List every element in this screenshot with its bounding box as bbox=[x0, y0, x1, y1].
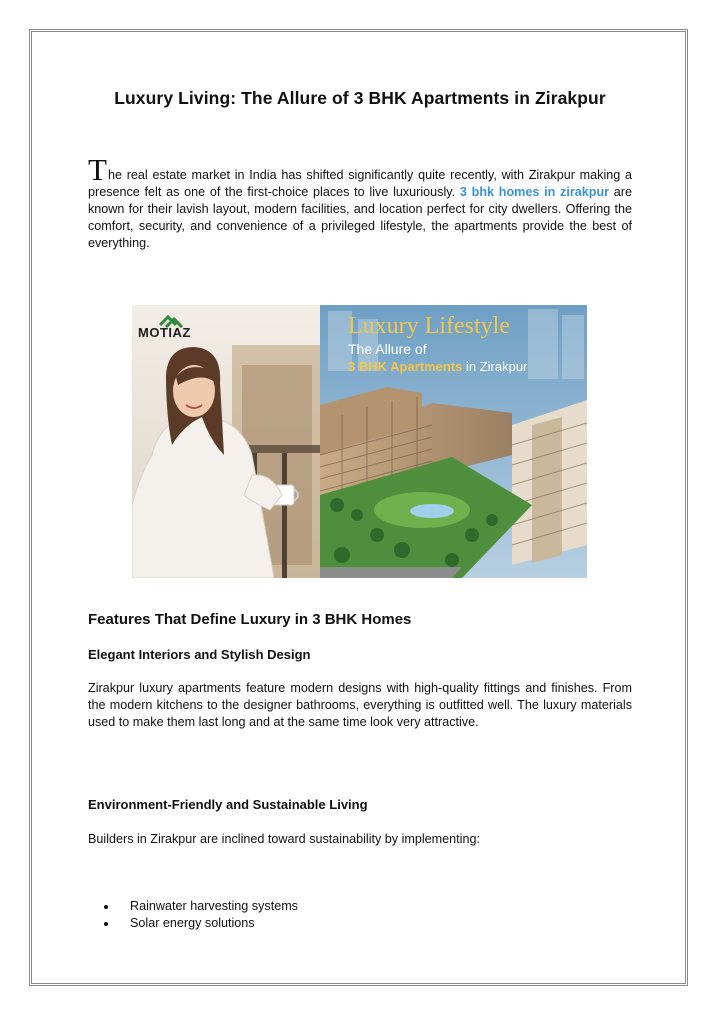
section2-body: Builders in Zirakpur are inclined toward sustainability by implementing: bbox=[88, 832, 480, 846]
banner-headline: Luxury Lifestyle bbox=[348, 313, 510, 339]
list-item-text: Solar energy solutions bbox=[130, 916, 255, 930]
section1-body: Zirakpur luxury apartments feature modern designs with high-quality fittings and finishes. From the modern kitchens to the designer bathrooms, everything is outfitted well. The luxury materials used to make them last long and at the same time look very attractive. bbox=[88, 681, 632, 729]
promo-banner-image bbox=[132, 305, 587, 578]
intro-paragraph bbox=[88, 152, 632, 252]
section2-heading: Environment-Friendly and Sustainable Living bbox=[88, 797, 368, 812]
list-item bbox=[104, 915, 298, 932]
sustainability-list bbox=[104, 898, 298, 932]
features-heading: Features That Define Luxury in 3 BHK Homes bbox=[88, 611, 412, 628]
section1-heading: Elegant Interiors and Stylish Design bbox=[88, 647, 311, 662]
banner-highlight: 3 BHK Apartments bbox=[348, 359, 463, 374]
banner-line1: The Allure of bbox=[348, 341, 427, 357]
bullet-icon bbox=[104, 905, 108, 909]
list-item bbox=[104, 898, 298, 915]
bullet-icon bbox=[104, 922, 108, 926]
logo-text: MOTIAZ bbox=[138, 325, 191, 340]
intro-text-before: he real estate market in India has shifted significantly quite recently, with Zirakpur making a presence felt as one of the first-choice places to live luxuriously. bbox=[88, 168, 632, 199]
banner-line2-rest: in Zirakpur bbox=[462, 359, 528, 374]
list-item-text: Rainwater harvesting systems bbox=[130, 899, 298, 913]
intro-text-after: are known for their lavish layout, modern facilities, and location perfect for city dwellers. Offering the comfort, security, and convenience of a privileged lifestyle, the apartments provide the best of everything. bbox=[88, 185, 632, 250]
bhk-homes-link[interactable]: 3 bhk homes in zirakpur bbox=[459, 185, 610, 199]
drop-cap: T bbox=[88, 152, 107, 187]
banner-line2 bbox=[348, 359, 528, 374]
page-title: Luxury Living: The Allure of 3 BHK Apartments in Zirakpur bbox=[114, 88, 606, 108]
apartment-complex-illustration bbox=[320, 387, 587, 578]
